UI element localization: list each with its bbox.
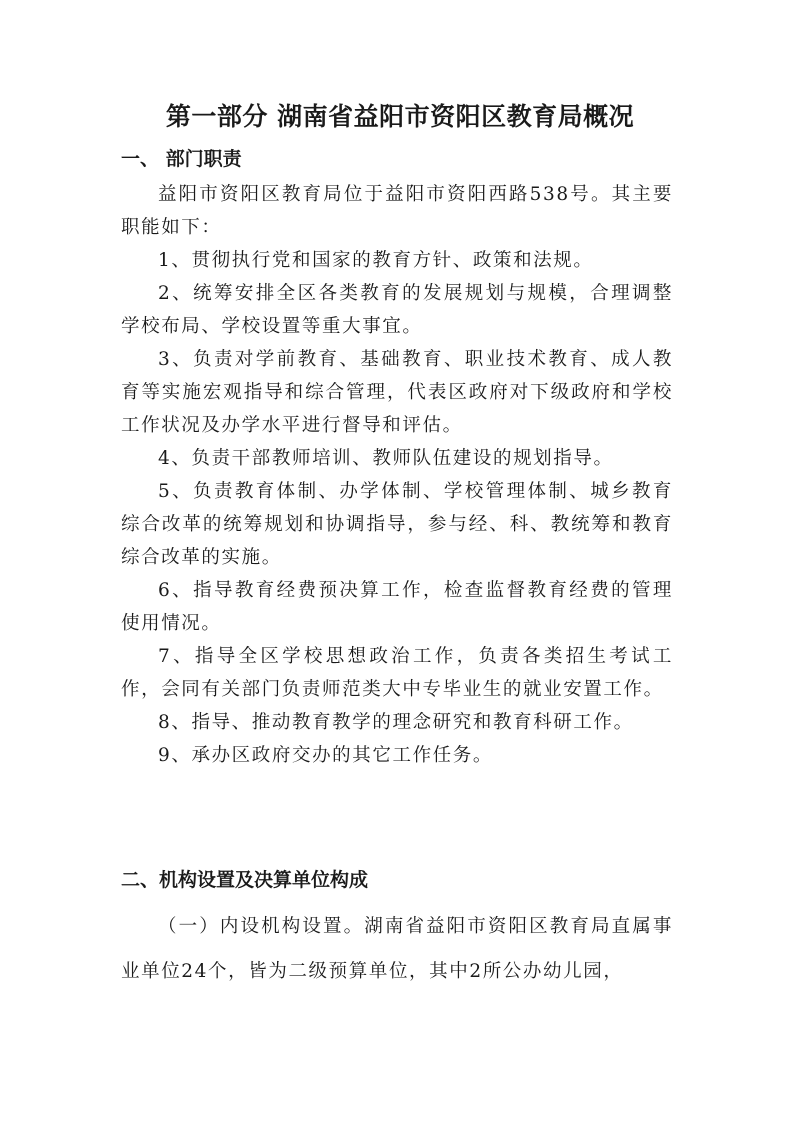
document-title: 第一部分 湖南省益阳市资阳区教育局概况 bbox=[165, 102, 635, 131]
paragraph: 7、指导全区学校思想政治工作，负责各类招生考试工作，会同有关部门负责师范类大中专毕业生的就业安置工作。 bbox=[121, 646, 673, 700]
paragraph: 1、贯彻执行党和国家的教育方针、政策和法规。 bbox=[158, 250, 594, 271]
section-body-organization bbox=[121, 904, 673, 994]
paragraph: 4、负责干部教师培训、教师队伍建设的规划指导。 bbox=[158, 448, 614, 469]
paragraph: 3、负责对学前教育、基础教育、职业技术教育、成人教育等实施宏观指导和综合管理，代表区政府对下级政府和学校工作状况及办学水平进行督导和评估。 bbox=[121, 349, 673, 436]
paragraph: 9、承办区政府交办的其它工作任务。 bbox=[158, 745, 493, 766]
paragraph: 8、指导、推动教育教学的理念研究和教育科研工作。 bbox=[158, 712, 634, 733]
section-heading-organization: 二、机构设置及决算单位构成 bbox=[121, 869, 369, 891]
paragraph: 6、指导教育经费预决算工作，检查监督教育经费的管理使用情况。 bbox=[121, 580, 673, 634]
paragraph: 益阳市资阳区教育局位于益阳市资阳西路538号。其主要职能如下： bbox=[121, 184, 673, 238]
section-heading-duties: 一、 部门职责 bbox=[121, 148, 242, 170]
paragraph: 2、统筹安排全区各类教育的发展规划与规模，合理调整学校布局、学校设置等重大事宜。 bbox=[121, 283, 673, 337]
paragraph: （一）内设机构设置。湖南省益阳市资阳区教育局直属事业单位24个，皆为二级预算单位，其中2所公办幼儿园， bbox=[121, 916, 673, 982]
section-body-duties bbox=[121, 178, 673, 772]
paragraph: 5、负责教育体制、办学体制、学校管理体制、城乡教育综合改革的统筹规划和协调指导，参与经、科、教统筹和教育综合改革的实施。 bbox=[121, 481, 673, 568]
